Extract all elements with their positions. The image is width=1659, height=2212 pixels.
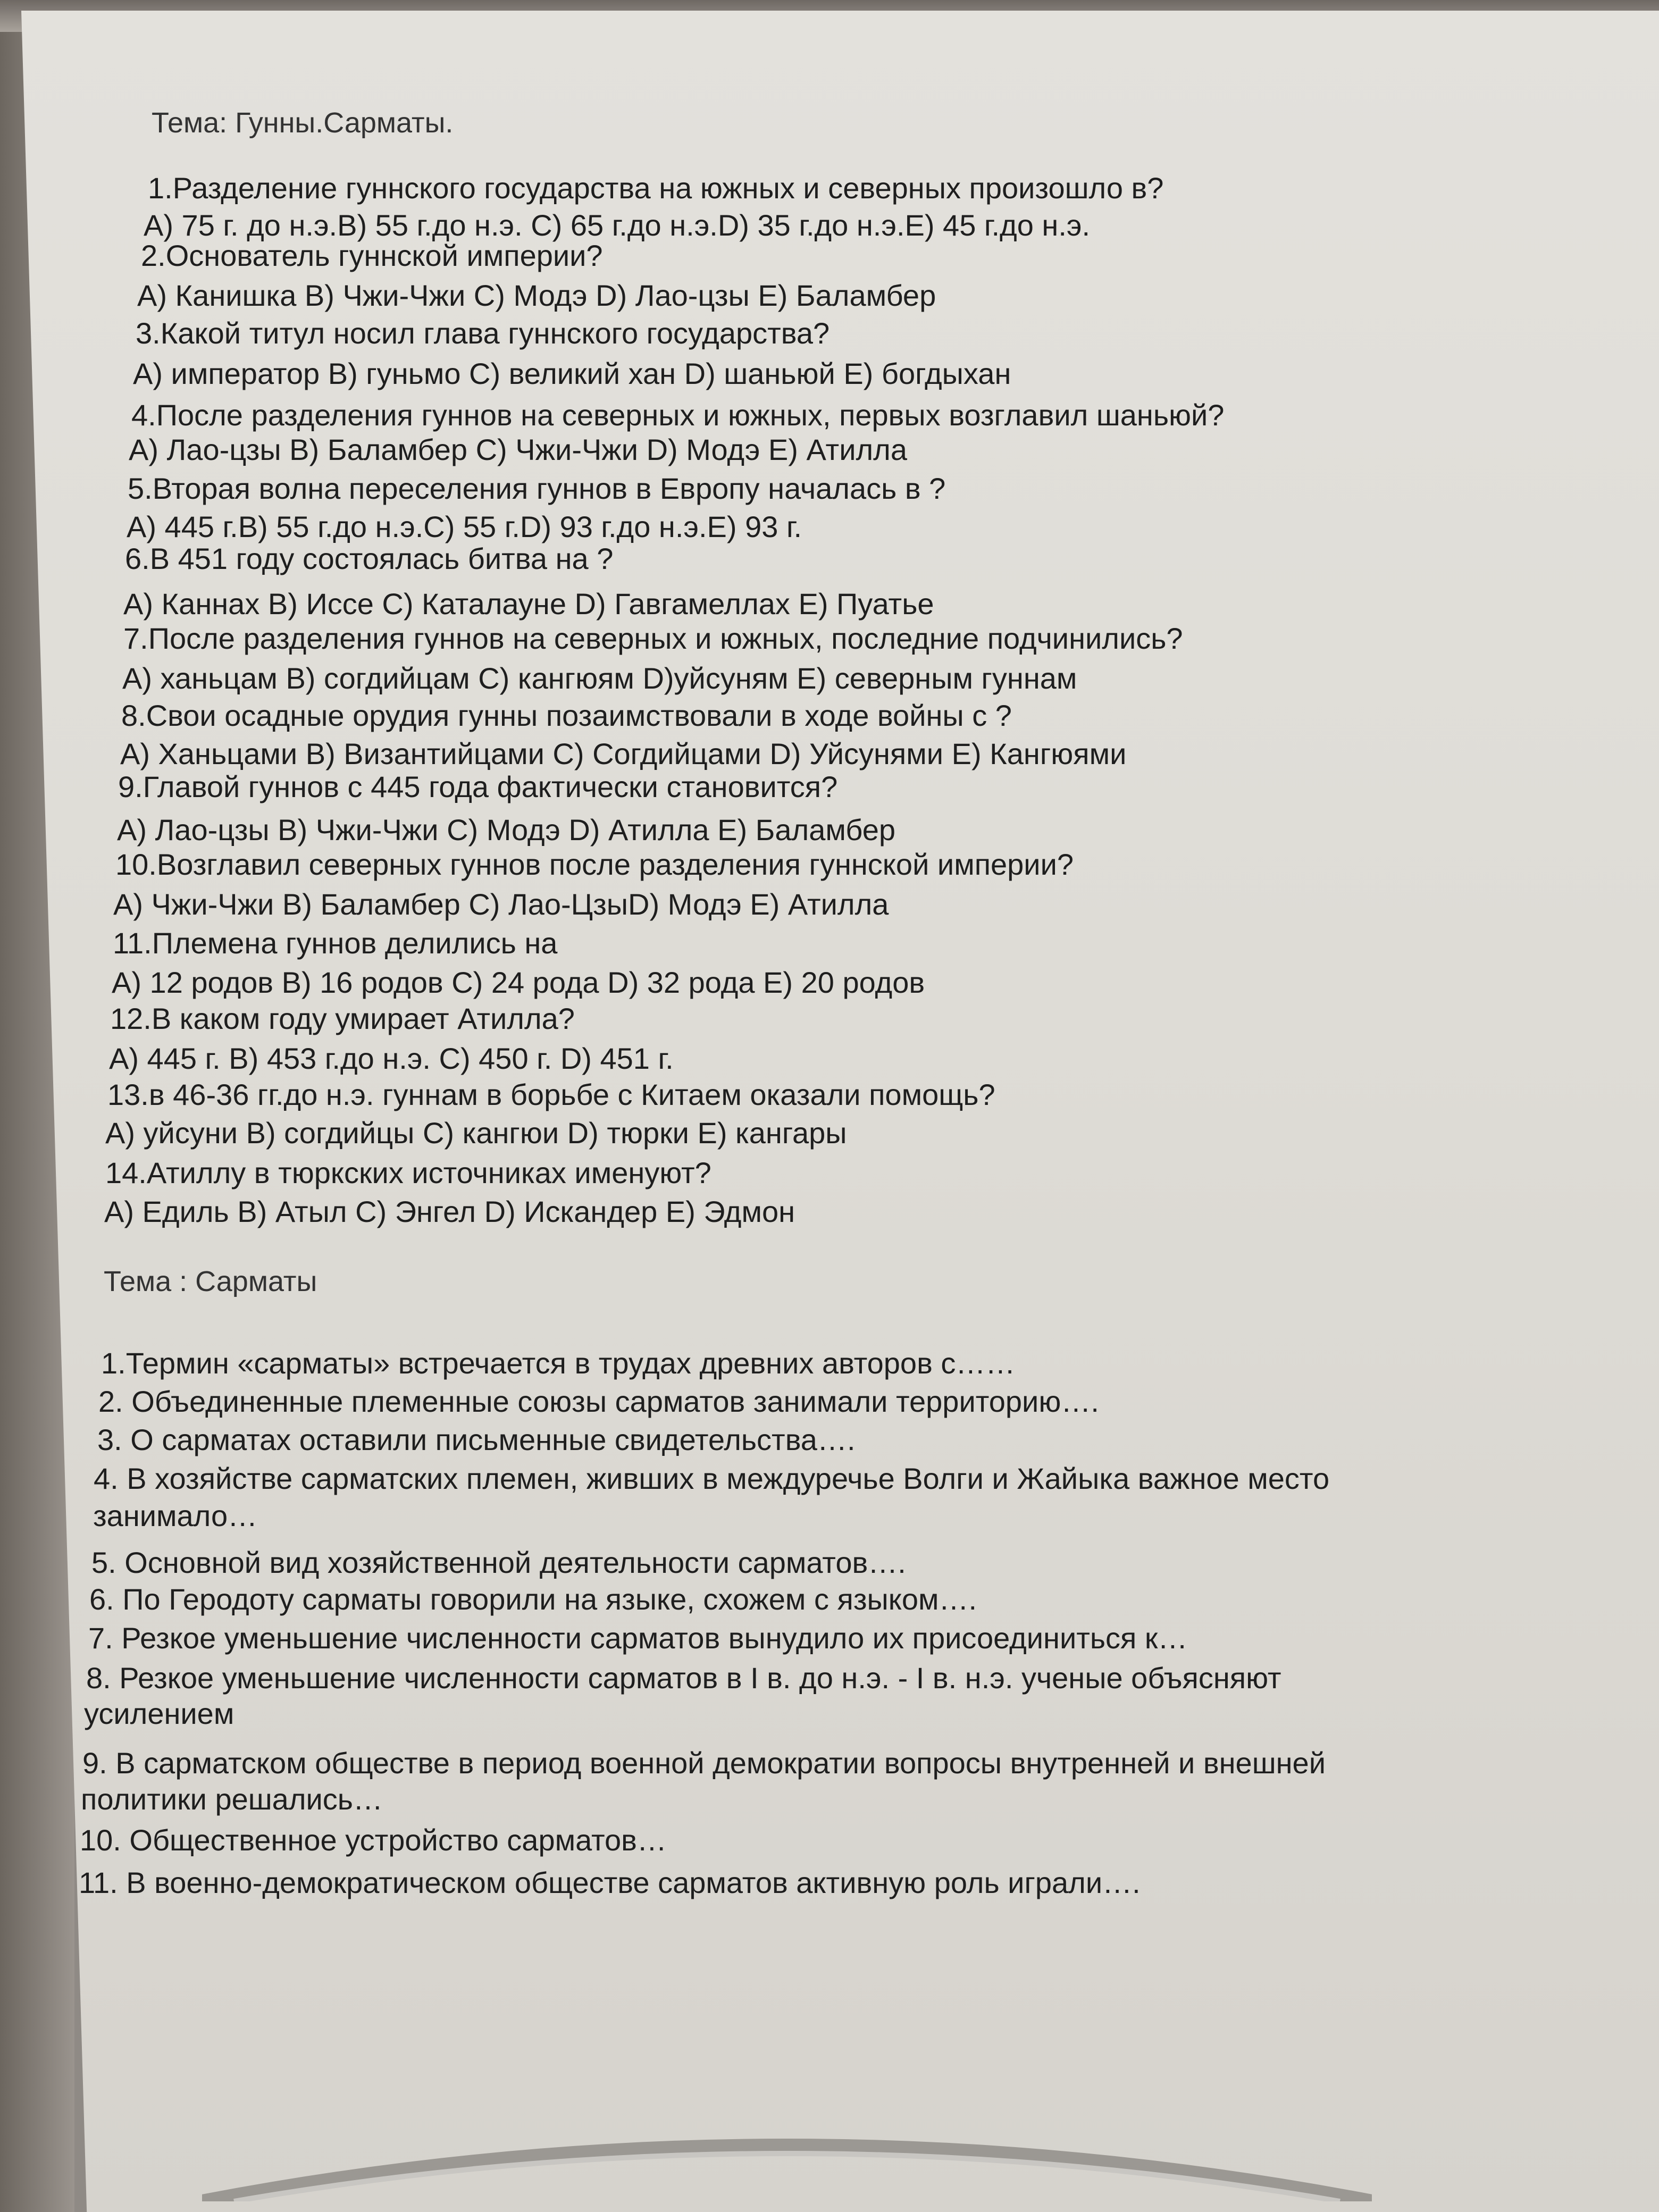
answers-2: A) Канишка B) Чжи-Чжи C) Модэ D) Лао-цзы E) Баламбер (137, 279, 936, 312)
sarmat-item-8-cont: усилением (84, 1697, 234, 1730)
question-9: 9.Главой гуннов с 445 года фактически становится? (118, 770, 838, 803)
question-8: 8.Свои осадные орудия гунны позаимствовали в ходе войны с ? (121, 699, 1012, 732)
sarmat-item-4-cont: занимало… (93, 1499, 258, 1532)
topic-heading-huns: Тема: Гунны.Сарматы. (152, 107, 454, 139)
sarmat-item-5: 5. Основной вид хозяйственной деятельности сарматов…. (91, 1546, 906, 1579)
topic-heading-sarmatians: Тема : Сарматы (104, 1266, 317, 1297)
answers-11: A) 12 родов B) 16 родов C) 24 рода D) 32 рода E) 20 родов (112, 966, 925, 999)
question-4: 4.После разделения гуннов на северных и южных, первых возглавил шаньюй? (131, 398, 1225, 432)
answers-5: A) 445 г.B) 55 г.до н.э.C) 55 г.D) 93 г.до н.э.E) 93 г. (127, 510, 802, 543)
sarmat-item-2: 2. Объединенные племенные союзы сарматов занимали территорию…. (98, 1385, 1099, 1418)
sarmat-item-10: 10. Общественное устройство сарматов… (80, 1823, 667, 1857)
question-5: 5.Вторая волна переселения гуннов в Европу началась в ? (128, 472, 946, 505)
sarmat-item-7: 7. Резкое уменьшение численности сарматов вынудило их присоединиться к… (88, 1621, 1188, 1655)
sarmat-item-6: 6. По Геродоту сарматы говорили на языке, схожем с языком…. (89, 1582, 977, 1616)
sarmat-item-8: 8. Резкое уменьшение численности сарматов в I в. до н.э. - I в. н.э. ученые объясняют (86, 1661, 1281, 1695)
question-2: 2.Основатель гуннской империи? (141, 239, 603, 272)
question-14: 14.Атиллу в тюркских источниках именуют? (105, 1156, 711, 1189)
question-1: 1.Разделение гуннского государства на южных и северных произошло в? (148, 171, 1164, 205)
answers-9: A) Лао-цзы B) Чжи-Чжи C) Модэ D) Атилла E) Баламбер (117, 813, 895, 847)
question-3: 3.Какой титул носил глава гуннского государства? (136, 316, 830, 350)
question-11: 11.Племена гуннов делились на (113, 926, 558, 960)
sarmat-item-3: 3. О сарматах оставили письменные свидетельства…. (97, 1423, 856, 1456)
answers-12: A) 445 г. B) 453 г.до н.э. C) 450 г. D) 451 г. (109, 1042, 674, 1075)
answers-7: A) ханьцам B) согдийцам C) кангюям D)уйсуням E) северным гуннам (122, 661, 1077, 695)
sarmat-item-11: 11. В военно-демократическом обществе сарматов активную роль играли…. (79, 1866, 1141, 1899)
sarmat-item-9-cont: политики решались… (81, 1782, 383, 1816)
answers-13: A) уйсуни B) согдийцы C) кангюи D) тюрки E) кангары (105, 1116, 847, 1150)
sarmat-item-4: 4. В хозяйстве сарматских племен, живших в междуречье Волги и Жайыка важное место (94, 1462, 1330, 1495)
question-13: 13.в 46-36 гг.до н.э. гуннам в борьбе с Китаем оказали помощь? (107, 1078, 995, 1111)
document-stand (202, 2122, 1372, 2201)
answers-1: A) 75 г. до н.э.B) 55 г.до н.э. C) 65 г.до н.э.D) 35 г.до н.э.E) 45 г.до н.э. (144, 208, 1091, 242)
answers-8: A) Ханьцами B) Византийцами C) Согдийцами D) Уйсунями E) Кангюями (120, 737, 1127, 770)
question-12: 12.В каком году умирает Атилла? (110, 1002, 575, 1035)
answers-4: A) Лао-цзы B) Баламбер C) Чжи-Чжи D) Модэ E) Атилла (129, 433, 907, 466)
answers-14: A) Едиль B) Атыл C) Энгел D) Искандер E) Эдмон (104, 1195, 795, 1228)
sarmat-item-1: 1.Термин «сарматы» встречается в трудах древних авторов с…… (101, 1346, 1016, 1380)
question-10: 10.Возглавил северных гуннов после разделения гуннской империи? (115, 848, 1074, 881)
question-6: 6.В 451 году состоялась битва на ? (125, 542, 614, 575)
answers-10: A) Чжи-Чжи B) Баламбер C) Лао-ЦзыD) Модэ E) Атилла (113, 887, 889, 921)
answers-3: A) император B) гуньмо C) великий хан D) шаньюй E) богдыхан (133, 357, 1011, 390)
question-7: 7.После разделения гуннов на северных и южных, последние подчинились? (123, 622, 1183, 655)
sarmat-item-9: 9. В сарматском обществе в период военной демократии вопросы внутренней и внешней (82, 1746, 1326, 1780)
answers-6: A) Каннах B) Иссе C) Каталауне D) Гавгамеллах E) Пуатье (123, 587, 934, 621)
